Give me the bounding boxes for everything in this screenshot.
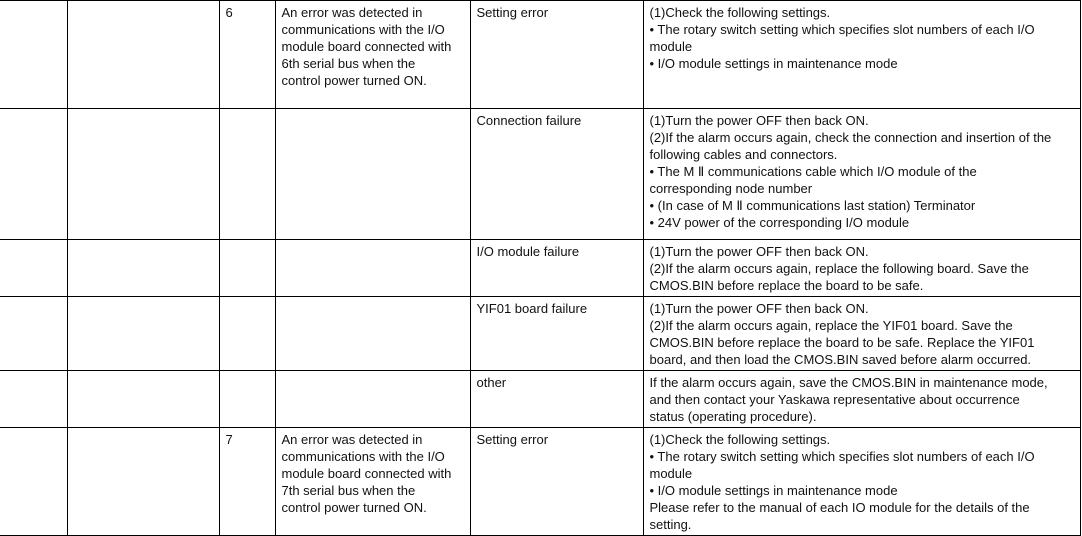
remedy-line: • The rotary switch setting which specifies slot numbers of each I/O: [649, 449, 1035, 464]
cause-cell: Setting error: [470, 428, 643, 536]
table-row: [0, 109, 1080, 240]
remedy-cell: [643, 1, 1080, 109]
remedy-line: • I/O module settings in maintenance mode: [649, 56, 898, 71]
description-line: An error was detected in: [281, 432, 423, 447]
alarm-number-cell: [0, 371, 67, 428]
description-line: 6th serial bus when the: [281, 56, 416, 71]
alarm-number-cell: [0, 428, 67, 536]
cause-cell: Setting error: [470, 1, 643, 109]
description-cell: [275, 240, 470, 297]
description-line: An error was detected in: [281, 5, 423, 20]
remedy-line: CMOS.BIN before replace the board to be safe. Replace the YIF01: [649, 335, 1035, 350]
alarm-name-cell: [67, 109, 219, 240]
sub-code-cell: [219, 371, 275, 428]
alarm-number-cell: [0, 297, 67, 371]
remedy-line: module: [649, 466, 693, 481]
remedy-line: (1)Turn the power OFF then back ON.: [649, 113, 869, 128]
remedy-line: • (In case of M Ⅱ communications last station) Terminator: [649, 198, 976, 213]
remedy-line: • The rotary switch setting which specifies slot numbers of each I/O: [649, 22, 1035, 37]
alarm-number-cell: [0, 1, 67, 109]
remedy-line: (1)Turn the power OFF then back ON.: [649, 301, 869, 316]
alarm-name-cell: [67, 297, 219, 371]
description-line: communications with the I/O: [281, 22, 445, 37]
alarm-number-cell: [0, 240, 67, 297]
remedy-line: board, and then load the CMOS.BIN saved before alarm occurred.: [649, 352, 1032, 367]
description-line: communications with the I/O: [281, 449, 445, 464]
cause-cell: other: [470, 371, 643, 428]
remedy-line: CMOS.BIN before replace the board to be safe.: [649, 278, 924, 293]
remedy-line: • 24V power of the corresponding I/O module: [649, 215, 910, 230]
sub-code-cell: [219, 109, 275, 240]
table-row: [0, 1, 1080, 109]
cause-cell: I/O module failure: [470, 240, 643, 297]
table-row: [0, 428, 1080, 536]
description-cell: [275, 1, 470, 109]
remedy-cell: [643, 240, 1080, 297]
sub-code-cell: [219, 297, 275, 371]
alarm-name-cell: [67, 428, 219, 536]
sub-code-cell: 7: [219, 428, 275, 536]
table-row: [0, 371, 1080, 428]
remedy-line: following cables and connectors.: [649, 147, 838, 162]
remedy-line: (2)If the alarm occurs again, check the connection and insertion of the: [649, 130, 1052, 145]
remedy-cell: [643, 371, 1080, 428]
sub-code-cell: [219, 240, 275, 297]
remedy-line: If the alarm occurs again, save the CMOS.BIN in maintenance mode,: [649, 375, 1048, 390]
alarm-name-cell: [67, 371, 219, 428]
description-line: module board connected with: [281, 466, 452, 481]
remedy-line: • The M Ⅱ communications cable which I/O module of the: [649, 164, 977, 179]
remedy-line: (1)Check the following settings.: [649, 432, 831, 447]
description-line: module board connected with: [281, 39, 452, 54]
remedy-line: and then contact your Yaskawa representative about occurrence: [649, 392, 1020, 407]
remedy-line: corresponding node number: [649, 181, 813, 196]
remedy-line: (1)Turn the power OFF then back ON.: [649, 244, 869, 259]
alarm-name-cell: [67, 1, 219, 109]
cause-cell: YIF01 board failure: [470, 297, 643, 371]
remedy-line: (2)If the alarm occurs again, replace the YIF01 board. Save the: [649, 318, 1013, 333]
table-row: [0, 240, 1080, 297]
remedy-line: • I/O module settings in maintenance mode: [649, 483, 898, 498]
remedy-line: Please refer to the manual of each IO module for the details of the: [649, 500, 1030, 515]
remedy-cell: [643, 297, 1080, 371]
description-line: control power turned ON.: [281, 73, 427, 88]
description-line: 7th serial bus when the: [281, 483, 416, 498]
remedy-cell: [643, 428, 1080, 536]
remedy-line: (2)If the alarm occurs again, replace the following board. Save the: [649, 261, 1029, 276]
remedy-line: status (operating procedure).: [649, 409, 817, 424]
remedy-line: module: [649, 39, 693, 54]
alarm-number-cell: [0, 109, 67, 240]
description-cell: [275, 297, 470, 371]
description-cell: [275, 109, 470, 240]
description-cell: [275, 371, 470, 428]
remedy-line: (1)Check the following settings.: [649, 5, 831, 20]
cause-cell: Connection failure: [470, 109, 643, 240]
description-line: control power turned ON.: [281, 500, 427, 515]
sub-code-cell: 6: [219, 1, 275, 109]
remedy-cell: [643, 109, 1080, 240]
description-cell: [275, 428, 470, 536]
remedy-line: setting.: [649, 517, 692, 532]
alarm-name-cell: [67, 240, 219, 297]
table-row: [0, 297, 1080, 371]
